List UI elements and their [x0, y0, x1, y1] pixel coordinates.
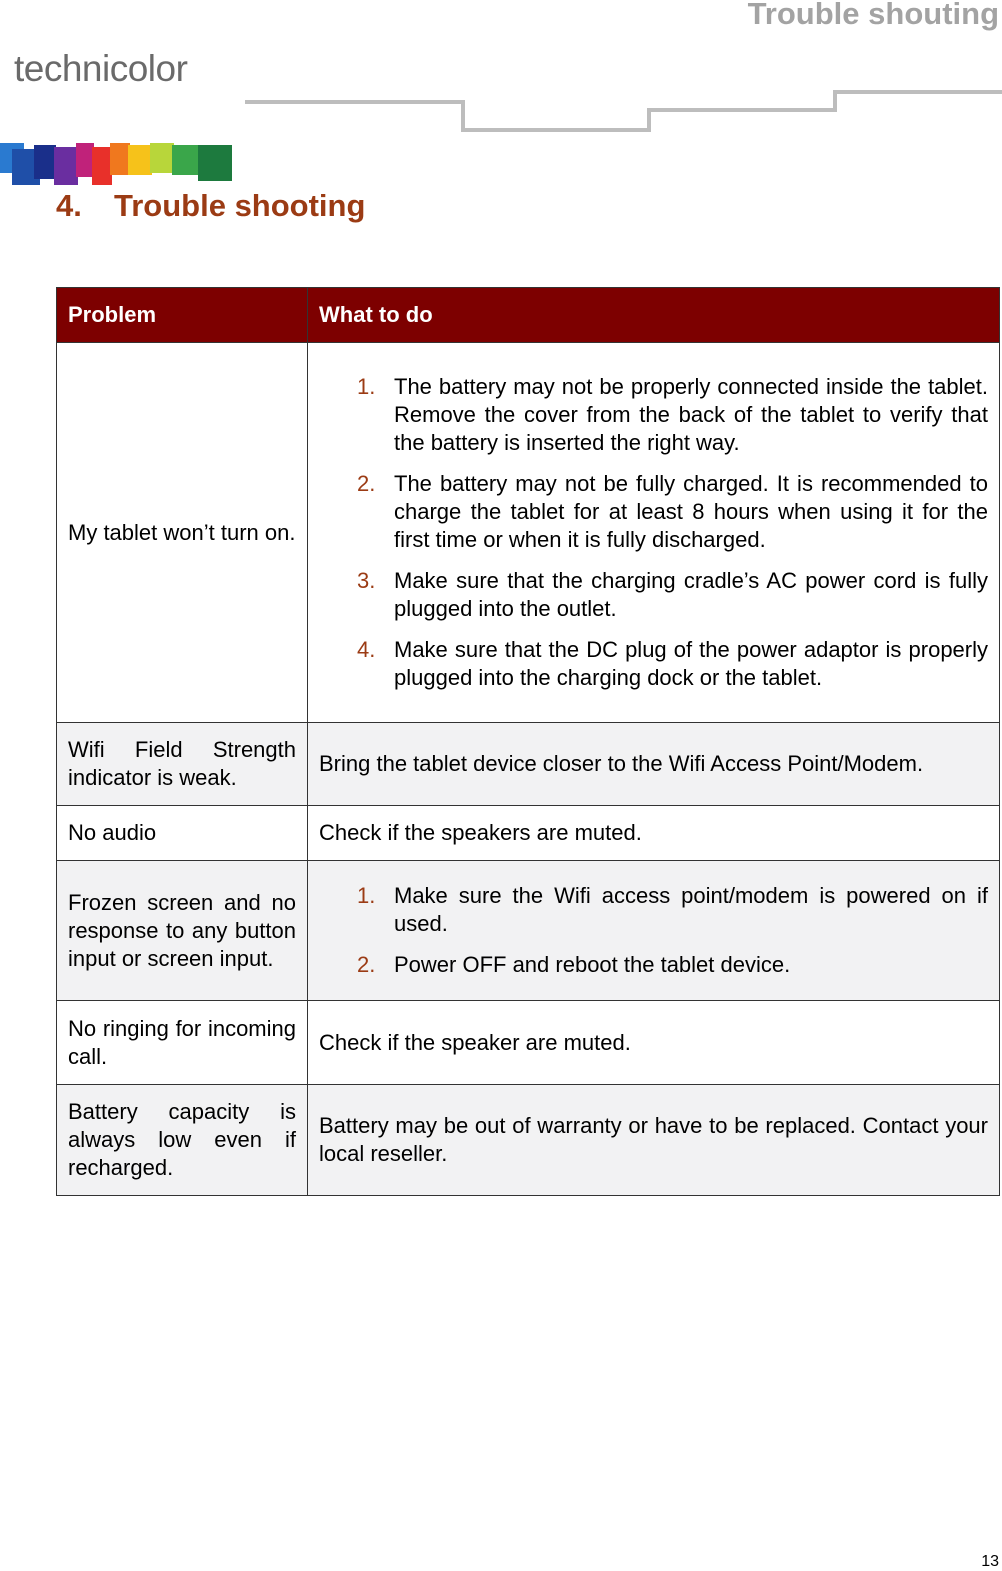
logo-block-green [172, 145, 200, 175]
logo-block-lime [150, 143, 174, 173]
table-row [57, 1085, 1000, 1196]
problem-cell: My tablet won’t turn on. [57, 343, 308, 723]
table-row [57, 723, 1000, 806]
logo-block-magenta [76, 143, 94, 177]
table-row [57, 861, 1000, 1001]
solution-cell: Bring the tablet device closer to the Wifi Access Point/Modem. [308, 723, 1000, 806]
logo-wordmark: technicolor [14, 48, 188, 89]
running-title: Trouble shouting [747, 0, 999, 31]
step-number: 1. [357, 374, 376, 399]
solution-cell: Check if the speaker are muted. [308, 1001, 1000, 1085]
step-item [319, 882, 988, 938]
solution-cell [308, 343, 1000, 723]
step-number: 2. [357, 952, 376, 977]
logo-block-purple [54, 147, 78, 185]
table-row [57, 806, 1000, 861]
header-decorative-line [245, 88, 1002, 138]
problem-cell: Battery capacity is always low even if recharged. [57, 1085, 308, 1196]
logo-block-darkgreen [198, 145, 232, 181]
problem-cell: Wifi Field Strength indicator is weak. [57, 723, 308, 806]
step-text: The battery may not be fully charged. It is recommended to charge the tablet for at least 8 hours when using it for the first time or when it is fully discharged. [394, 471, 988, 552]
problem-cell: No audio [57, 806, 308, 861]
step-number: 2. [357, 471, 376, 496]
table-row [57, 343, 1000, 723]
step-text: Make sure the Wifi access point/modem is powered on if used. [394, 883, 988, 936]
solution-steps [319, 882, 988, 979]
logo-block-navy [34, 145, 56, 179]
step-item [319, 951, 988, 979]
logo-block-red [92, 147, 112, 185]
solution-cell: Battery may be out of warranty or have to be replaced. Contact your local reseller. [308, 1085, 1000, 1196]
solution-cell: Check if the speakers are muted. [308, 806, 1000, 861]
step-text: The battery may not be properly connected inside the tablet. Remove the cover from the back of the tablet to verify that the battery is inserted the right way. [394, 374, 988, 455]
step-number: 3. [357, 568, 376, 593]
section-heading [56, 188, 365, 224]
logo-block-orange [110, 143, 130, 175]
solution-steps [319, 373, 988, 692]
logo-block-yellow [128, 145, 152, 175]
page-number: 13 [981, 1553, 999, 1570]
step-text: Make sure that the DC plug of the power adaptor is properly plugged into the charging dock or the tablet. [394, 637, 988, 690]
troubleshooting-table [56, 287, 1000, 1196]
step-text: Make sure that the charging cradle’s AC power cord is fully plugged into the outlet. [394, 568, 988, 621]
step-number: 4. [357, 637, 376, 662]
problem-cell: Frozen screen and no response to any button input or screen input. [57, 861, 308, 1001]
step-number: 1. [357, 883, 376, 908]
step-text: Power OFF and reboot the tablet device. [394, 952, 791, 977]
step-item [319, 636, 988, 692]
technicolor-logo [0, 48, 240, 148]
header-what-to-do: What to do [308, 288, 1000, 343]
step-item [319, 373, 988, 457]
step-item [319, 567, 988, 623]
section-number: 4. [56, 188, 82, 223]
section-title: Trouble shooting [114, 188, 366, 223]
solution-cell [308, 861, 1000, 1001]
logo-color-bar [0, 141, 236, 189]
problem-cell: No ringing for incoming call. [57, 1001, 308, 1085]
step-item [319, 470, 988, 554]
table-row [57, 1001, 1000, 1085]
table-header-row [57, 288, 1000, 343]
header-problem: Problem [57, 288, 308, 343]
